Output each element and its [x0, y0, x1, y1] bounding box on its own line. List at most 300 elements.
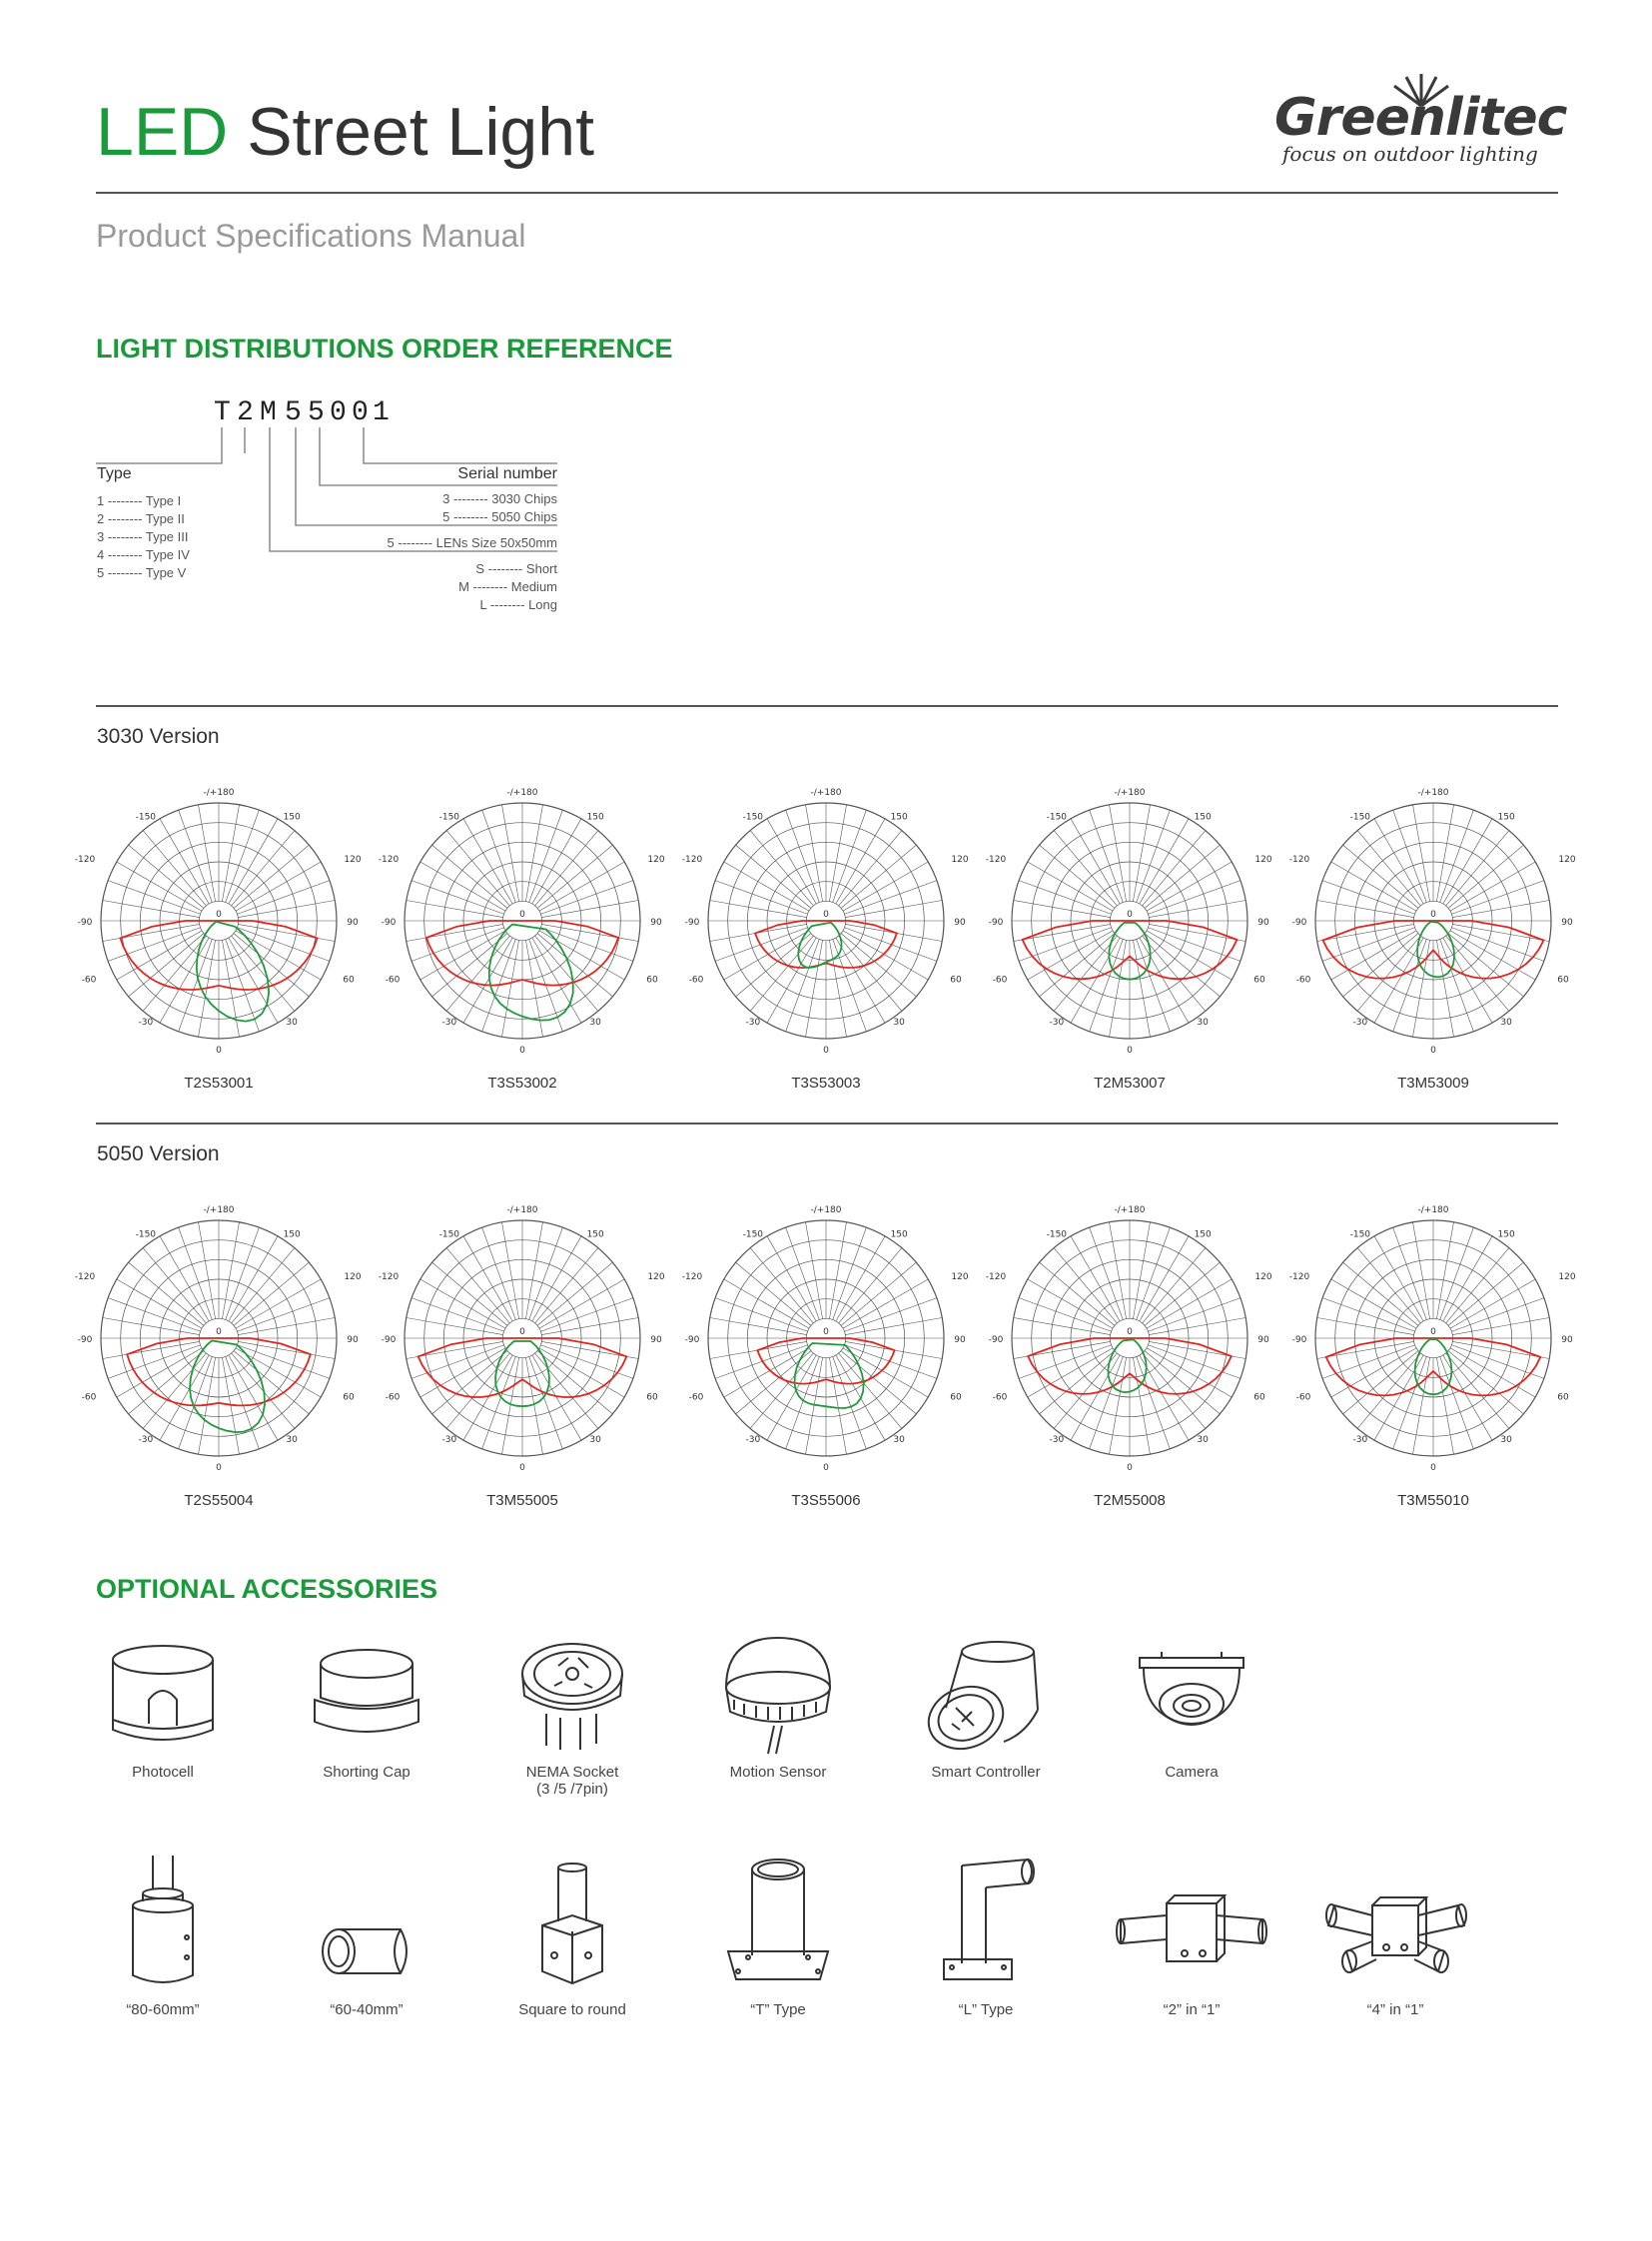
polar-spoke	[1436, 940, 1453, 1037]
polar-spoke	[537, 845, 612, 908]
polar-spoke	[1440, 810, 1474, 902]
polar-spoke	[1446, 936, 1509, 1011]
polar-axis-label: -30	[745, 1017, 761, 1028]
polar-spoke	[1322, 1298, 1414, 1332]
polar-axis-label: 150	[1194, 1229, 1212, 1240]
polar-spoke	[1133, 1222, 1150, 1319]
polar-spoke	[839, 1353, 902, 1428]
polar-spoke	[1110, 1357, 1127, 1454]
polar-axis-label: -60	[81, 975, 97, 986]
polar-spoke	[715, 1345, 807, 1379]
polar-axis-label: -90	[1291, 1335, 1307, 1345]
polar-spoke	[1133, 805, 1150, 902]
accessory-photocell	[88, 1638, 238, 1781]
polar-spoke	[1357, 831, 1420, 906]
polar-axis-label: -90	[988, 918, 1004, 928]
polar-spoke	[750, 936, 813, 1011]
accessory-label: Camera	[1165, 1764, 1219, 1781]
polar-axis-label: 30	[1500, 1434, 1512, 1445]
polar-spoke	[829, 805, 846, 902]
polar-axis-label: 90	[650, 918, 662, 928]
polar-spoke	[179, 810, 213, 902]
polar-spoke	[1448, 934, 1523, 997]
polar-spoke	[412, 1298, 503, 1332]
polar-model-label: T2M55008	[1094, 1492, 1166, 1509]
polar-spoke	[1148, 881, 1239, 915]
polar-spoke	[1110, 1222, 1127, 1319]
polar-axis-label: 90	[1257, 918, 1269, 928]
chip-option: 5 -------- 5050 Chips	[442, 509, 557, 524]
polar-axis-label: -90	[381, 1335, 397, 1345]
accessory-label: Smart Controller	[931, 1764, 1041, 1781]
polar-axis-label: 60	[950, 1392, 962, 1403]
polar-spoke	[179, 1227, 213, 1319]
polar-spoke	[841, 845, 916, 908]
polar-axis-label: 0	[519, 1327, 525, 1337]
photocell-icon	[93, 1638, 233, 1758]
logo-wordmark: Greenlitec	[1274, 88, 1567, 148]
polar-axis-label: 0	[1430, 1046, 1436, 1056]
polar-diagram	[74, 781, 362, 1071]
polar-axis-label: -90	[684, 918, 700, 928]
polar-axis-label: 30	[286, 1017, 298, 1028]
polar-spoke	[179, 1356, 213, 1448]
polar-spoke	[1133, 1357, 1150, 1454]
polar-spoke	[1137, 1356, 1171, 1448]
polar-spoke	[844, 1298, 936, 1332]
polar-axis-label: -150	[742, 1229, 764, 1240]
polar-spoke	[1436, 805, 1453, 902]
polar-spoke	[1019, 1345, 1111, 1379]
polar-model-label: T3S53003	[791, 1075, 861, 1092]
polar-spoke	[1014, 1318, 1111, 1335]
polar-axis-label: 150	[890, 1229, 908, 1240]
polar-spoke	[535, 1353, 598, 1428]
polar-spoke	[1110, 940, 1127, 1037]
polar-spoke	[1040, 934, 1115, 997]
polar-chart	[1288, 1198, 1576, 1509]
polar-spoke	[1393, 1356, 1427, 1448]
polar-axis-label: -60	[992, 975, 1008, 986]
polar-spoke	[1040, 845, 1115, 908]
accessory-adapter-60-40	[292, 1856, 441, 2018]
type-option: 3 -------- Type III	[97, 529, 189, 544]
polar-axis-label: -150	[1349, 812, 1371, 823]
polar-spoke	[237, 1298, 329, 1332]
polar-spoke	[525, 940, 542, 1037]
polar-spoke	[841, 1262, 916, 1325]
polar-axis-label: -60	[385, 1392, 401, 1403]
polar-spoke	[108, 1298, 200, 1332]
polar-spoke	[1054, 831, 1117, 906]
logo-tagline: focus on outdoor lighting	[1282, 142, 1538, 166]
polar-axis-label: 0	[1127, 1463, 1133, 1473]
polar-spoke	[1019, 1298, 1111, 1332]
polar-model-label: T3M55010	[1397, 1492, 1469, 1509]
polar-axis-label: 90	[1561, 918, 1573, 928]
polar-axis-label: 90	[1257, 1335, 1269, 1345]
polar-spoke	[829, 1357, 846, 1454]
polar-axis-label: -60	[688, 975, 704, 986]
motion-sensor-icon	[708, 1638, 848, 1758]
polar-spoke	[502, 940, 519, 1037]
version-heading: 3030 Version	[97, 725, 220, 748]
polar-axis-label: -150	[742, 812, 764, 823]
polar-diagram	[74, 1198, 362, 1488]
polar-axis-label: 60	[646, 1392, 658, 1403]
polar-spoke	[238, 901, 335, 918]
title-rest: Street Light	[247, 94, 594, 170]
accessory-square-to-round	[497, 1856, 647, 2018]
polar-axis-label: 150	[586, 1229, 604, 1240]
polar-spoke	[1343, 1351, 1418, 1414]
polar-spoke	[226, 810, 260, 902]
polar-model-label: T3S53002	[487, 1075, 557, 1092]
polar-axis-label: -120	[985, 855, 1007, 865]
polar-spoke	[541, 901, 638, 918]
polar-spoke	[1145, 1351, 1220, 1414]
polar-spoke	[1145, 934, 1220, 997]
polar-diagram	[681, 781, 969, 1071]
polar-axis-label: 150	[1194, 812, 1212, 823]
polar-spoke	[1137, 939, 1171, 1031]
polar-spoke	[839, 831, 902, 906]
accessory-label: “60-40mm”	[330, 2001, 404, 2018]
code-char: 0	[330, 397, 347, 428]
polar-axis-label: -/+180	[506, 788, 538, 798]
polar-axis-label: 150	[1497, 812, 1515, 823]
section-divider	[96, 1122, 1558, 1124]
polar-spoke	[1446, 1353, 1509, 1428]
polar-axis-label: 60	[343, 975, 355, 986]
polar-spoke	[1440, 939, 1474, 1031]
polar-axis-label: -60	[1295, 975, 1311, 986]
polar-spoke	[1137, 1227, 1171, 1319]
polar-axis-label: 120	[1558, 855, 1576, 865]
polar-spoke	[226, 1356, 260, 1448]
polar-axis-label: -/+180	[203, 1205, 235, 1215]
accessory-label: Motion Sensor	[729, 1764, 827, 1781]
polar-spoke	[129, 845, 204, 908]
polar-axis-label: -60	[688, 1392, 704, 1403]
polar-axis-label: 30	[1197, 1017, 1209, 1028]
polar-spoke	[529, 1227, 563, 1319]
polar-axis-label: -120	[378, 855, 400, 865]
polar-axis-label: 0	[1430, 1463, 1436, 1473]
polar-axis-label: 60	[646, 975, 658, 986]
page-subtitle: Product Specifications Manual	[96, 218, 526, 254]
polar-spoke	[844, 928, 936, 962]
polar-spoke	[1090, 810, 1124, 902]
polar-chart	[985, 781, 1272, 1092]
polar-diagram	[378, 1198, 665, 1488]
polar-spoke	[222, 1222, 239, 1319]
code-char: M	[260, 397, 277, 428]
polar-axis-label: -150	[135, 1229, 157, 1240]
polar-axis-label: -/+180	[810, 1205, 842, 1215]
polar-axis-label: 90	[650, 1335, 662, 1345]
accessory-label: NEMA Socket (3 /5 /7pin)	[525, 1764, 619, 1798]
accessory-t-type	[703, 1856, 853, 2018]
polar-axis-label: -60	[81, 1392, 97, 1403]
polar-spoke	[540, 881, 632, 915]
polar-spoke	[1343, 1262, 1418, 1325]
polar-spoke	[1448, 1351, 1523, 1414]
polar-spoke	[1143, 1248, 1206, 1323]
polar-axis-label: -30	[1352, 1434, 1368, 1445]
polar-spoke	[232, 936, 295, 1011]
code-char: T	[214, 397, 231, 428]
polar-axis-label: 0	[519, 1046, 525, 1056]
accessory-label: “L” Type	[958, 2001, 1014, 2018]
polar-axis-label: 90	[954, 918, 966, 928]
polar-axis-label: -120	[1288, 1272, 1310, 1282]
polar-spoke	[232, 1248, 295, 1323]
polar-spoke	[1413, 940, 1430, 1037]
polar-spoke	[199, 805, 216, 902]
polar-axis-label: -90	[988, 1335, 1004, 1345]
polar-axis-label: 0	[823, 1463, 829, 1473]
polar-spoke	[1343, 934, 1418, 997]
polar-axis-label: 0	[1127, 1327, 1133, 1337]
polar-spoke	[750, 1353, 813, 1428]
polar-chart	[74, 781, 362, 1092]
polar-axis-label: -120	[74, 855, 96, 865]
polar-spoke	[234, 1351, 309, 1414]
adapter-60-40-icon	[297, 1856, 436, 1995]
polar-chart	[378, 1198, 665, 1509]
polar-axis-label: 60	[1557, 975, 1569, 986]
polar-axis-label: 120	[647, 1272, 665, 1282]
polar-axis-label: -/+180	[1114, 788, 1146, 798]
accessory-label: “80-60mm”	[126, 2001, 200, 2018]
accessory-label: Shorting Cap	[323, 1764, 411, 1781]
polar-spoke	[1143, 831, 1206, 906]
polar-axis-label: -30	[745, 1434, 761, 1445]
polar-spoke	[1393, 939, 1427, 1031]
accessory-label: Photocell	[132, 1764, 194, 1781]
polar-axis-label: -/+180	[203, 788, 235, 798]
page-title	[96, 92, 594, 172]
length-option: S -------- Short	[475, 561, 557, 576]
polar-axis-label: -/+180	[1417, 788, 1449, 798]
accessory-nema-socket	[497, 1638, 647, 1798]
accessory-two-in-one	[1117, 1856, 1266, 2018]
polar-axis-label: 120	[951, 1272, 969, 1282]
polar-spoke	[1322, 881, 1414, 915]
polar-axis-label: 30	[1197, 1434, 1209, 1445]
polar-spoke	[446, 831, 509, 906]
polar-spoke	[529, 1356, 563, 1448]
square-to-round-icon	[502, 1856, 642, 1995]
polar-spoke	[736, 934, 811, 997]
polar-spoke	[237, 881, 329, 915]
accessory-adapter-80-60	[88, 1856, 238, 2018]
polar-spoke	[1040, 1262, 1115, 1325]
adapter-80-60-icon	[93, 1856, 233, 1995]
polar-spoke	[234, 845, 309, 908]
c90-plane-curve	[795, 1343, 864, 1408]
polar-axis-label: 60	[950, 975, 962, 986]
polar-spoke	[841, 934, 916, 997]
polar-axis-label: -150	[135, 812, 157, 823]
polar-spoke	[715, 881, 807, 915]
polar-axis-label: -30	[138, 1017, 154, 1028]
serial-heading: Serial number	[457, 465, 557, 482]
polar-axis-label: -120	[985, 1272, 1007, 1282]
polar-axis-label: 0	[823, 1046, 829, 1056]
polar-spoke	[502, 805, 519, 902]
polar-spoke	[845, 1318, 942, 1335]
polar-spoke	[1436, 1222, 1453, 1319]
polar-axis-label: 30	[589, 1434, 601, 1445]
polar-axis-label: -30	[1049, 1017, 1065, 1028]
polar-spoke	[1343, 845, 1418, 908]
accessory-four-in-one	[1320, 1856, 1470, 2018]
polar-spoke	[1317, 1318, 1414, 1335]
polar-spoke	[482, 810, 516, 902]
polar-spoke	[1452, 901, 1549, 918]
polar-axis-label: 0	[216, 1046, 222, 1056]
polar-spoke	[222, 805, 239, 902]
polar-axis-label: 120	[344, 855, 362, 865]
length-option: L -------- Long	[479, 597, 557, 612]
polar-spoke	[432, 845, 507, 908]
polar-spoke	[736, 845, 811, 908]
polar-spoke	[1137, 810, 1171, 902]
polar-spoke	[710, 1318, 807, 1335]
polar-axis-label: -30	[441, 1434, 457, 1445]
polar-axis-label: 150	[1497, 1229, 1515, 1240]
polar-axis-label: -/+180	[1114, 1205, 1146, 1215]
polar-spoke	[844, 881, 936, 915]
code-char: 5	[308, 397, 325, 428]
polar-axis-label: -150	[438, 812, 460, 823]
polar-spoke	[833, 810, 867, 902]
polar-axis-label: -120	[378, 1272, 400, 1282]
polar-axis-label: 0	[823, 1327, 829, 1337]
polar-axis-label: 0	[216, 1327, 222, 1337]
polar-spoke	[715, 1298, 807, 1332]
polar-spoke	[1413, 1222, 1430, 1319]
polar-axis-label: 60	[343, 1392, 355, 1403]
polar-spoke	[750, 1248, 813, 1323]
polar-spoke	[1317, 901, 1414, 918]
polar-spoke	[1145, 845, 1220, 908]
polar-spoke	[1145, 1262, 1220, 1325]
polar-spoke	[1440, 1356, 1474, 1448]
accessory-shorting-cap	[292, 1638, 441, 1781]
polar-spoke	[407, 1318, 503, 1335]
l-type-bracket-icon	[916, 1856, 1056, 1995]
polar-spoke	[1110, 805, 1127, 902]
polar-spoke	[844, 1345, 936, 1379]
polar-spoke	[833, 1227, 867, 1319]
polar-spoke	[839, 1248, 902, 1323]
polar-spoke	[238, 1318, 335, 1335]
polar-axis-label: 0	[519, 910, 525, 920]
polar-model-label: T2S55004	[184, 1492, 254, 1509]
polar-spoke	[535, 1248, 598, 1323]
polar-spoke	[1440, 1227, 1474, 1319]
type-option: 1 -------- Type I	[97, 493, 182, 508]
polar-chart	[681, 781, 969, 1092]
polar-spoke	[446, 936, 509, 1011]
code-char: 0	[352, 397, 369, 428]
polar-spoke	[1148, 1345, 1239, 1379]
polar-spoke	[1451, 881, 1543, 915]
polar-spoke	[129, 1262, 204, 1325]
accessory-label: “4” in “1”	[1366, 2001, 1424, 2018]
polar-spoke	[407, 901, 503, 918]
polar-axis-label: 90	[347, 918, 359, 928]
polar-axis-label: -30	[441, 1017, 457, 1028]
polar-spoke	[1090, 1356, 1124, 1448]
polar-spoke	[412, 1345, 503, 1379]
polar-spoke	[786, 1227, 820, 1319]
polar-spoke	[446, 1353, 509, 1428]
polar-spoke	[226, 1227, 260, 1319]
polar-spoke	[446, 1248, 509, 1323]
polar-axis-label: -/+180	[810, 788, 842, 798]
polar-spoke	[535, 831, 598, 906]
polar-spoke	[129, 934, 204, 997]
polar-model-label: T2S53001	[184, 1075, 254, 1092]
polar-spoke	[845, 901, 942, 918]
polar-spoke	[1446, 1248, 1509, 1323]
polar-spoke	[1446, 831, 1509, 906]
accessory-label: “2” in “1”	[1163, 2001, 1221, 2018]
brand-logo	[1268, 82, 1568, 172]
polar-axis-label: 150	[283, 1229, 301, 1240]
polar-spoke	[540, 928, 632, 962]
polar-spoke	[1090, 939, 1124, 1031]
polar-spoke	[1014, 901, 1111, 918]
polar-axis-label: 0	[1127, 1046, 1133, 1056]
polar-spoke	[1448, 845, 1523, 908]
polar-axis-label: -120	[681, 1272, 703, 1282]
polar-axis-label: 30	[1500, 1017, 1512, 1028]
accessory-l-type	[911, 1856, 1061, 2018]
polar-chart	[378, 781, 665, 1092]
polar-spoke	[1148, 1298, 1239, 1332]
polar-spoke	[199, 1222, 216, 1319]
polar-axis-label: 0	[1430, 1327, 1436, 1337]
code-char: 5	[285, 397, 302, 428]
accessory-label: Square to round	[518, 2001, 626, 2018]
polar-spoke	[829, 1222, 846, 1319]
polar-axis-label: 60	[1253, 975, 1265, 986]
polar-spoke	[1149, 1318, 1245, 1335]
accessories-heading: OPTIONAL ACCESSORIES	[96, 1574, 438, 1604]
polar-axis-label: 30	[893, 1434, 905, 1445]
polar-axis-label: 0	[519, 1463, 525, 1473]
accessory-motion-sensor	[703, 1638, 853, 1781]
polar-axis-label: -30	[1352, 1017, 1368, 1028]
t-type-bracket-icon	[708, 1856, 848, 1995]
polar-axis-label: 150	[890, 812, 908, 823]
polar-axis-label: -30	[1049, 1434, 1065, 1445]
polar-axis-label: -/+180	[1417, 1205, 1449, 1215]
polar-spoke	[839, 936, 902, 1011]
polar-spoke	[232, 831, 295, 906]
polar-spoke	[1413, 805, 1430, 902]
polar-axis-label: 120	[647, 855, 665, 865]
polar-spoke	[786, 939, 820, 1031]
polar-diagram	[378, 781, 665, 1071]
polar-spoke	[1393, 1227, 1427, 1319]
polar-axis-label: -120	[1288, 855, 1310, 865]
